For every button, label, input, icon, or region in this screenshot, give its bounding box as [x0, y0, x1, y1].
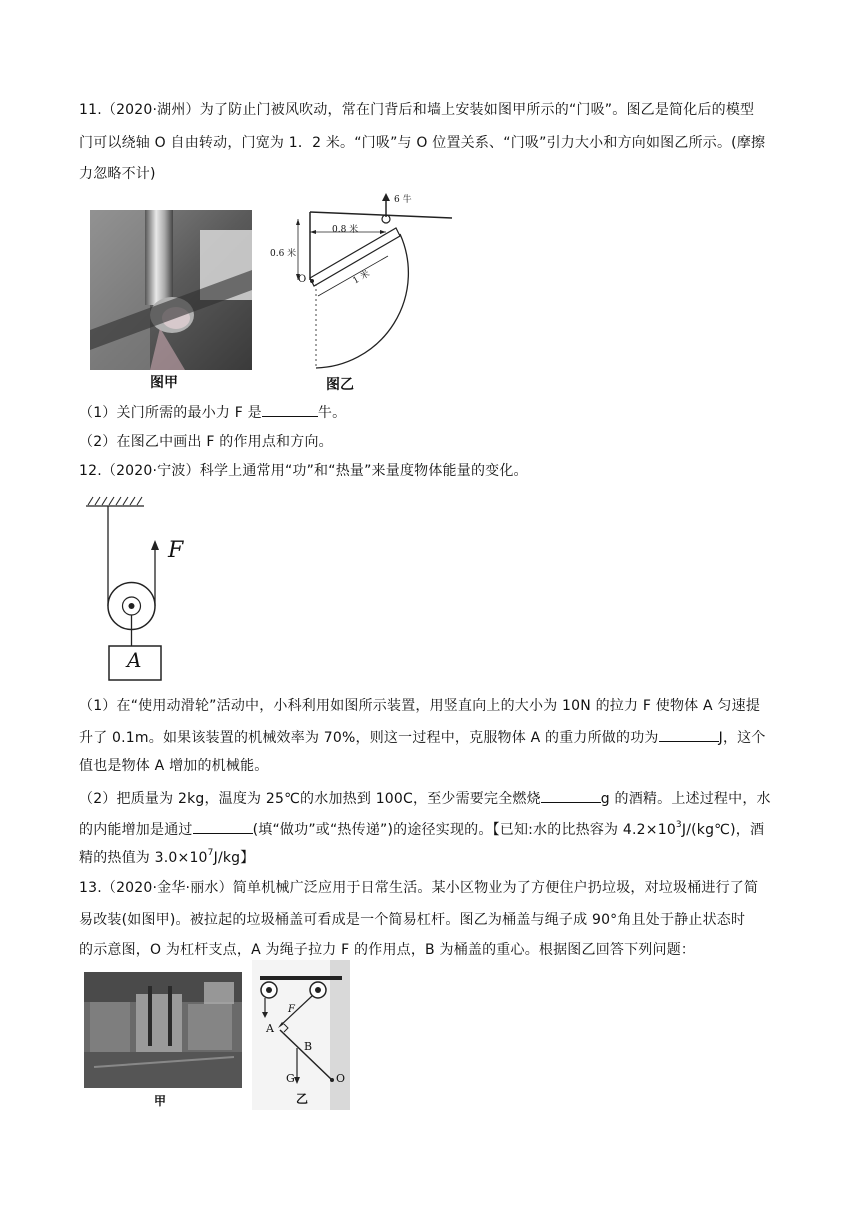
q12-p2-line1-rest: g 的酒精。上述过程中，水: [600, 791, 771, 807]
q11-sub1-answer-blank[interactable]: [262, 402, 318, 417]
q13-figure-yi-caption: 乙: [296, 1092, 309, 1106]
q12-stem-line1: 12.（2020·宁波）科学上通常用“功”和“热量”来量度物体能量的变化。: [79, 463, 528, 479]
q13-stem-line3: 的示意图，O 为杠杆支点，A 为绳子拉力 F 的作用点，B 为桶盖的重心。根据图乙回答下列问题：: [79, 942, 696, 958]
q12-p2-line3-sup: 7: [207, 848, 214, 859]
q12-p2-line3-text: 精的热值为 3.0×10: [79, 850, 208, 866]
q13-stem-line1: 13.（2020·金华·丽水）简单机械广泛应用于日常生活。某小区物业为了方便住户扔垃圾，对垃圾桶进行了简: [79, 880, 759, 896]
q12-p2-answer-blank-1[interactable]: [541, 788, 601, 803]
q13-label-a: A: [266, 1022, 274, 1035]
q11-label-diagonal: 1 米: [351, 269, 372, 287]
q12-label-block: A: [127, 648, 142, 672]
q13-figure-jia-caption: 甲: [154, 1094, 167, 1108]
q13-label-force: F: [288, 1004, 295, 1015]
q11-label-force: 6 牛: [394, 195, 412, 205]
q12-pulley-figure: [84, 494, 204, 684]
q12-p2-line3-rest: J/kg】: [213, 850, 255, 866]
q12-label-force: F: [168, 538, 184, 563]
q13-label-o: O: [336, 1072, 346, 1085]
q12-p2-line2-sup: 3: [675, 820, 682, 831]
q13-label-b: B: [304, 1040, 313, 1053]
q11-stem-line1: 11.（2020·湖州）为了防止门被风吹动，常在门背后和墙上安装如图甲所示的“门吸”。图乙是简化后的模型: [79, 102, 755, 118]
q12-p2-line2-text: 的内能增加是通过: [79, 822, 193, 838]
q11-sub1-text: （1）关门所需的最小力 F 是: [79, 405, 262, 421]
q11-label-vertical: 0.6 米: [270, 249, 297, 259]
door-stopper-photo: [90, 210, 252, 370]
q11-figure-yi: [268, 192, 458, 392]
movable-pulley-diagram: [84, 494, 204, 684]
q11-stem-line3: 力忽略不计): [79, 166, 156, 182]
q12-p2-line2-rest: J/(kg℃)，酒: [681, 822, 765, 838]
q11-sub1-unit: 牛。: [317, 405, 347, 421]
q12-p1-answer-blank[interactable]: [659, 727, 719, 742]
q13-figure-jia: [84, 972, 242, 1110]
q11-figure-yi-caption: 图乙: [326, 377, 354, 393]
q13-label-g: G: [286, 1072, 295, 1085]
q12-p1-line2-unit: J，这个: [718, 730, 766, 746]
q11-label-pivot: O: [298, 274, 307, 285]
q11-sub1: [79, 402, 346, 423]
q11-label-horizontal: 0.8 米: [332, 225, 359, 235]
q12-p2-line2: [79, 819, 764, 840]
q11-stem-line2: 门可以绕轴 O 自由转动，门宽为 1．2 米。“门吸”与 O 位置关系、“门吸”引力大小和方向如图乙所示。(摩擦: [79, 135, 766, 151]
q11-figure-jia-caption: 图甲: [150, 375, 178, 391]
q12-p2-line3: [79, 848, 254, 868]
q13-stem-line2: 易改装(如图甲)。被拉起的垃圾桶盖可看成是一个简易杠杆。图乙为桶盖与绳子成 90°角且处于静止状态时: [79, 912, 746, 928]
q12-p2-line2-mid: (填“做功”或“热传递”)的途径实现的。【已知:水的比热容为 4.2×10: [252, 822, 676, 838]
q12-p1-line2-text: 升了 0.1m。如果该装置的机械效率为 70%，则这一过程中，克服物体 A 的重力所做的功为: [79, 730, 659, 746]
q12-p2-line1: [79, 788, 771, 809]
q12-p2-answer-blank-2[interactable]: [193, 819, 253, 834]
q12-p1-line3: 值也是物体 A 增加的机械能。: [79, 758, 269, 774]
q12-p1-line1: （1）在“使用动滑轮”活动中，小科利用如图所示装置，用竖直向上的大小为 10N 的拉力 F 使物体 A 匀速提: [79, 698, 761, 714]
garbage-bin-photo: [84, 972, 242, 1088]
q11-sub2: （2）在图乙中画出 F 的作用点和方向。: [79, 434, 333, 450]
q13-figure-yi: [252, 960, 350, 1110]
q11-figure-jia: [90, 210, 252, 391]
bin-lid-lever-diagram: [252, 960, 350, 1110]
q12-p1-line2: [79, 727, 766, 748]
q12-p2-line1-text: （2）把质量为 2kg，温度为 25℃的水加热到 100C，至少需要完全燃烧: [79, 791, 541, 807]
